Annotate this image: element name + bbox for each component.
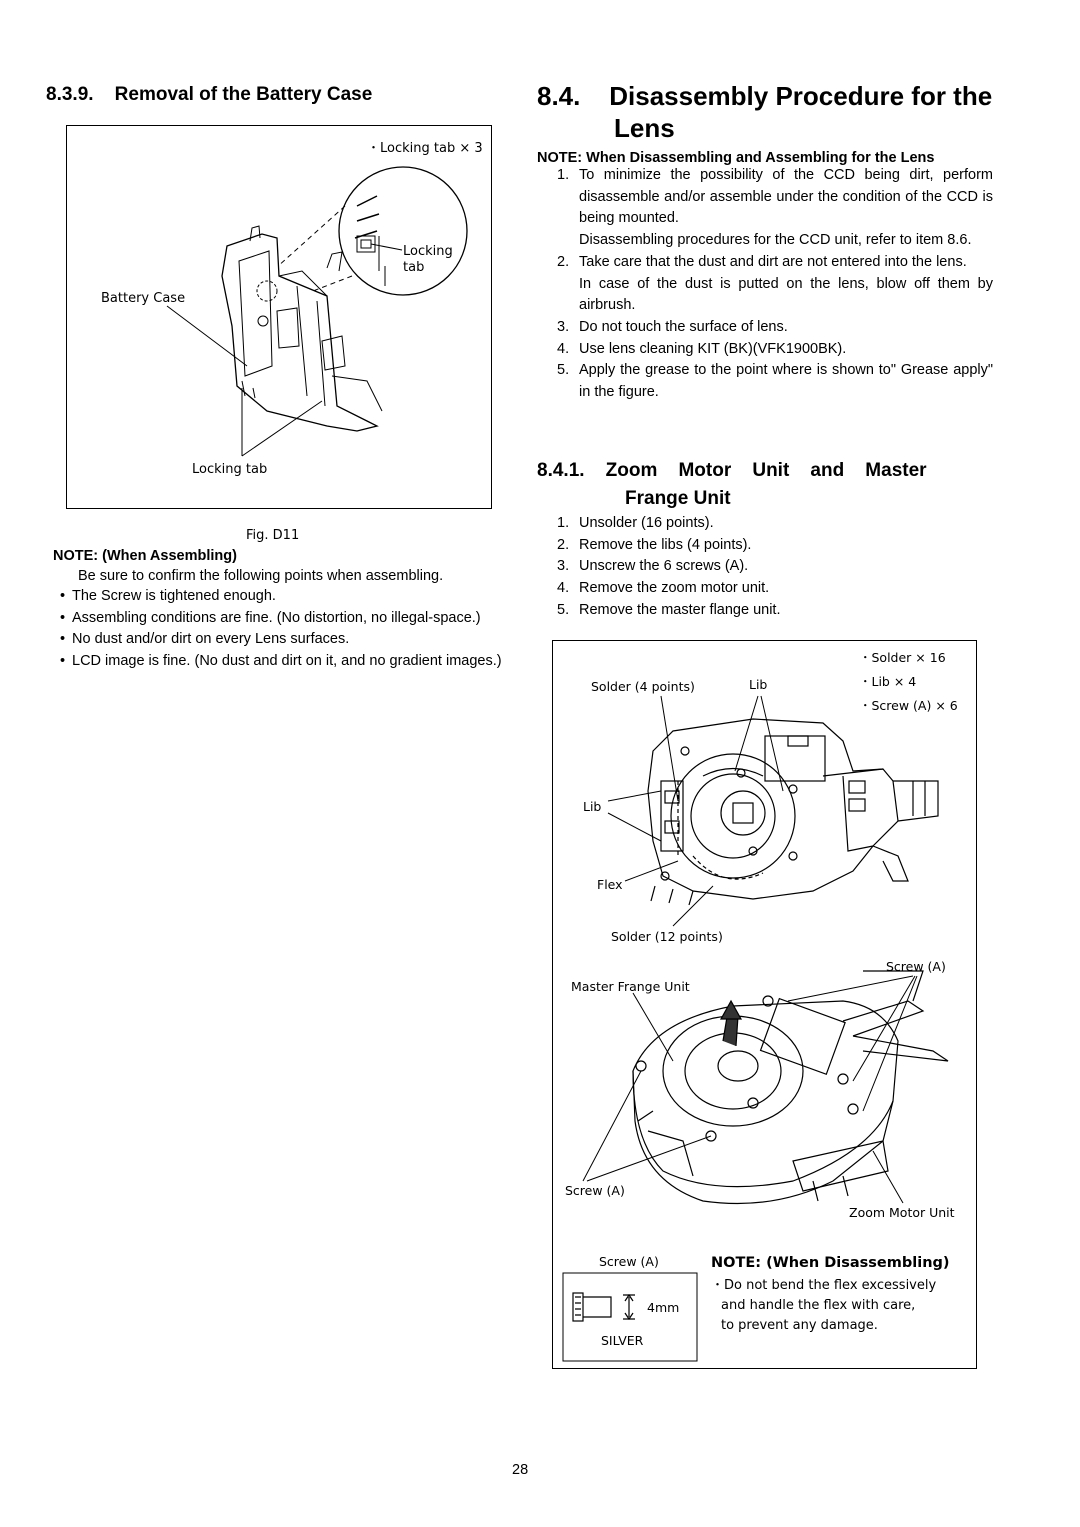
lens-note-item: 2. Take care that the dust and dirt are not entered into the lens. In case of the dust is putted on the lens, blow off them by airbrush. (557, 253, 993, 314)
note-when-assembling-intro: Be sure to confirm the following points when assembling. (78, 568, 444, 584)
note-lens-title: NOTE: When Disassembling and Assembling for the Lens (537, 150, 935, 166)
section-heading-lens-line2: Lens (614, 113, 675, 143)
step-item: 4. Remove the zoom motor unit. (557, 580, 770, 597)
label-locking: Locking (403, 244, 453, 259)
label-screw-length: 4mm (647, 1300, 680, 1315)
checklist-item: • LCD image is fine. (No dust and dirt on it, and no gradient images.) (58, 651, 506, 673)
assembling-checklist (58, 586, 506, 673)
section-heading-lens: 8.4. Disassembly Procedure for the (537, 81, 993, 111)
label-tab: tab (403, 260, 425, 275)
figure-zoom-motor-unit (552, 640, 977, 1369)
label-master-frange-unit: Master Frange Unit (571, 979, 690, 994)
note-line-1: ・Do not bend the flex excessively (711, 1278, 937, 1293)
zoom-motor-steps (557, 513, 993, 622)
lens-note-item: 1. To minimize the possibility of the CCD being dirt, perform disassemble and/or assemble under the condition of the CCD is being mounted. Disassembling procedures for the CCD unit, refer to item 8.6. (557, 167, 993, 249)
lens-note-item: 3. Do not touch the surface of lens. (557, 318, 788, 335)
checklist-item: • The Screw is tightened enough. (58, 586, 506, 608)
label-lib-x4: ・Lib × 4 (859, 674, 917, 689)
label-lib-top: Lib (749, 677, 768, 692)
label-screw-color: SILVER (601, 1333, 644, 1348)
label-locking-tab-x3: ・Locking tab × 3 (367, 141, 483, 156)
lens-base-top-view (648, 719, 938, 905)
label-locking-tab: Locking tab (192, 462, 268, 477)
lens-notes-list (557, 165, 993, 404)
note-when-assembling-title: NOTE: (When Assembling) (53, 548, 237, 564)
step-item: 5. Remove the master flange unit. (557, 601, 781, 618)
page-number: 28 (512, 1462, 529, 1478)
checklist-item: • Assembling conditions are fine. (No distortion, no illegal-space.) (58, 608, 506, 630)
checklist-item: • No dust and/or dirt on every Lens surfaces. (58, 629, 506, 651)
figure-battery-case (66, 125, 492, 509)
label-solder-x16: ・Solder × 16 (859, 650, 946, 665)
section-heading-battery-case: 8.3.9. Removal of the Battery Case (46, 84, 373, 105)
step-item: 3. Unscrew the 6 screws (A). (557, 558, 749, 575)
label-screw-a-bottom: Screw (A) (565, 1183, 625, 1198)
subsection-heading-zoom-motor-line2: Frange Unit (625, 488, 731, 509)
label-screw-box-title: Screw (A) (599, 1254, 659, 1269)
detail-circle (339, 167, 467, 295)
note-line-3: to prevent any damage. (721, 1318, 878, 1333)
note-line-2: and handle the flex with care, (721, 1298, 916, 1313)
note-when-disassembling-title: NOTE: (When Disassembling) (711, 1255, 950, 1271)
label-screw-a-top: Screw (A) (886, 959, 946, 974)
label-battery-case: Battery Case (101, 291, 186, 306)
step-item: 1. Unsolder (16 points). (557, 515, 714, 531)
screw-icon (573, 1293, 635, 1321)
label-solder-12-points: Solder (12 points) (611, 929, 723, 944)
battery-case-illustration (67, 126, 491, 508)
label-lib-left: Lib (583, 799, 602, 814)
label-solder-4-points: Solder (4 points) (591, 679, 695, 694)
subsection-heading-zoom-motor: 8.4.1. Zoom Motor Unit and Master (537, 460, 927, 481)
lens-note-item: 5. Apply the grease to the point where is shown to" Grease apply" in the figure. (557, 362, 993, 401)
lens-base-perspective-view (633, 971, 948, 1204)
label-zoom-motor-unit: Zoom Motor Unit (849, 1205, 955, 1220)
lens-note-item: 4. Use lens cleaning KIT (BK)(VFK1900BK). (557, 340, 847, 357)
label-flex: Flex (597, 877, 623, 892)
label-screw-x6: ・Screw (A) × 6 (859, 698, 958, 713)
figure-caption: Fig. D11 (246, 528, 300, 543)
zoom-motor-illustration (553, 641, 976, 1368)
step-item: 2. Remove the libs (4 points). (557, 536, 752, 553)
